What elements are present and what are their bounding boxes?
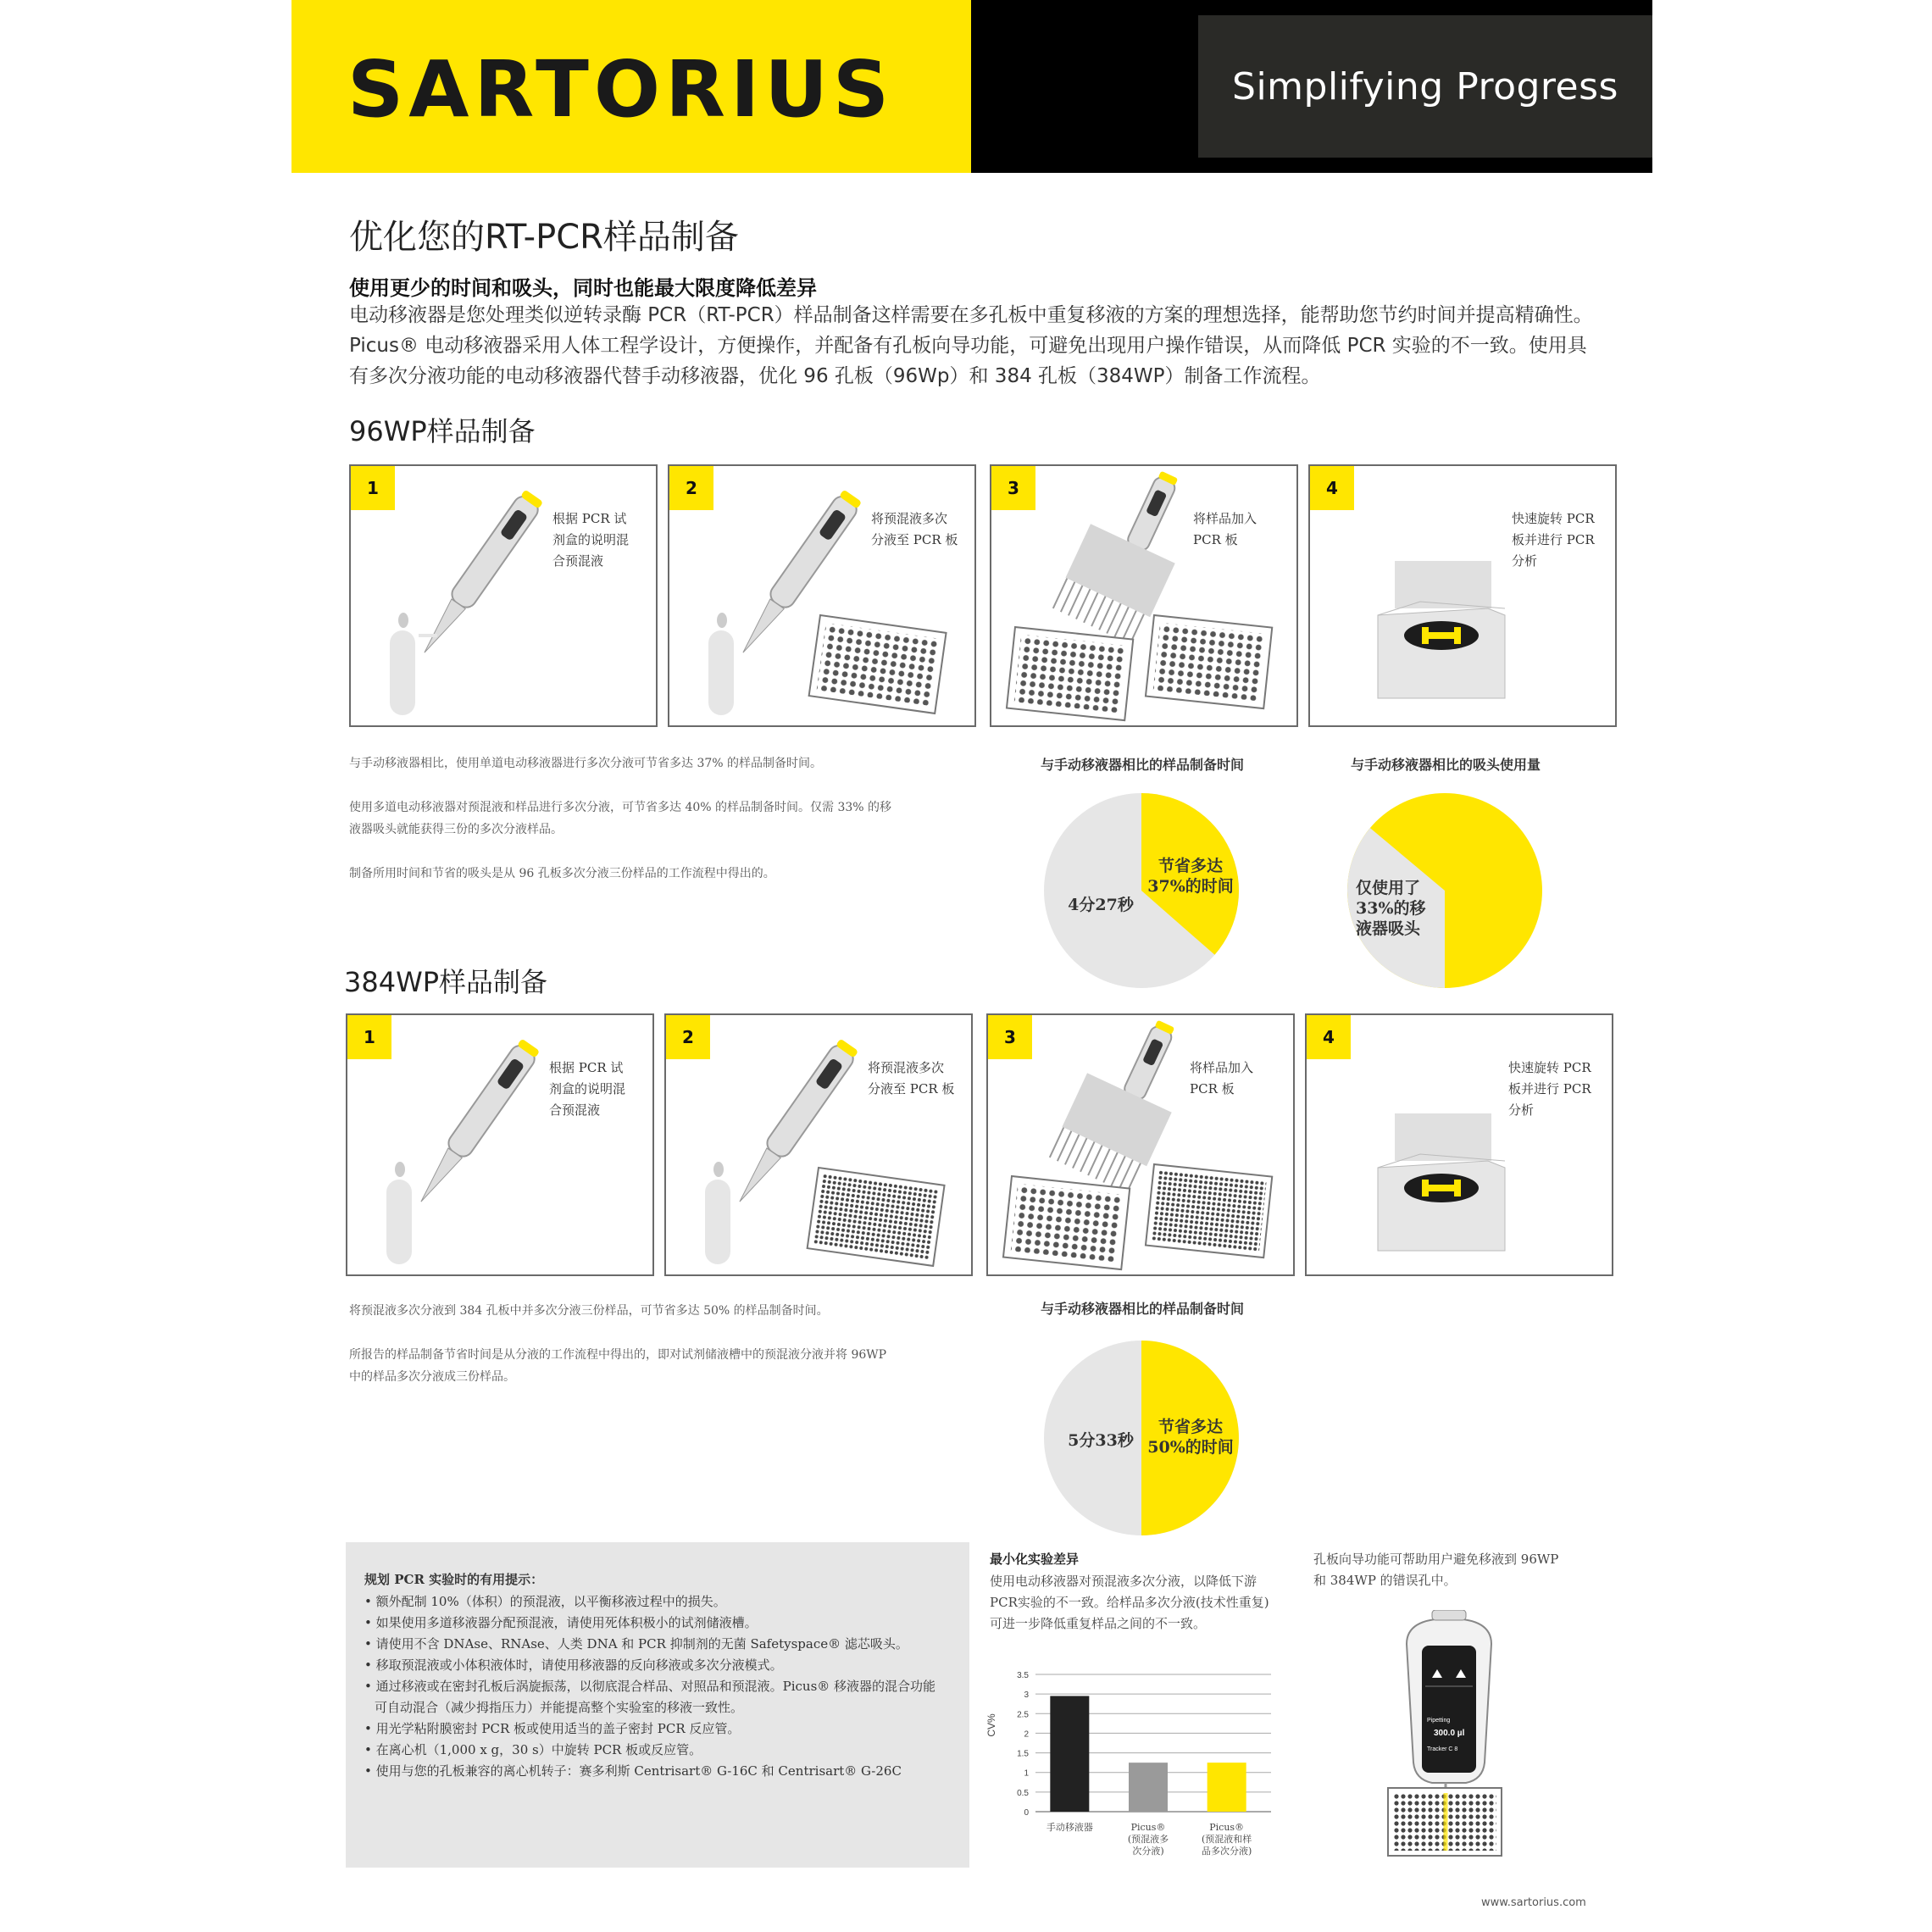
tip-item: • 额外配制 10%（体积）的预混液，以平衡移液过程中的损失。 bbox=[364, 1594, 726, 1609]
step-number: 2 bbox=[669, 466, 713, 510]
caption-line: PCR 板 bbox=[1193, 532, 1238, 547]
caption-line: 分液至 PCR 板 bbox=[871, 532, 958, 547]
step-panel-96-2 bbox=[668, 464, 976, 727]
step-caption bbox=[552, 508, 646, 572]
pie-tips-96-title: 与手动移液器相比的吸头使用量 bbox=[1351, 757, 1541, 773]
chart-y-tick-label: 2.5 bbox=[1017, 1710, 1029, 1720]
caption-line: 根据 PCR 试 bbox=[549, 1060, 624, 1075]
pipette-tube-illustration bbox=[347, 1015, 652, 1274]
label-line: 33%的移 bbox=[1356, 899, 1426, 918]
sartorius-logo[interactable]: SARTORIUS bbox=[347, 44, 895, 135]
text-line: 使用电动移液器对预混液多次分液，以降低下游 bbox=[990, 1574, 1257, 1589]
caption-line: 将样品加入 bbox=[1193, 511, 1257, 526]
tip-item: • 移取预混液或小体积液体时，请使用移液器的反向移液或多次分液模式。 bbox=[364, 1657, 783, 1673]
centrifuge-illustration bbox=[1310, 466, 1615, 725]
pie-time-384-yellow-label bbox=[1144, 1417, 1237, 1457]
step-caption bbox=[868, 1058, 961, 1100]
pipette-tube-illustration bbox=[351, 466, 656, 725]
chart-y-tick-label: 0 bbox=[1024, 1808, 1029, 1818]
tip-item: • 通过移液或在密封孔板后涡旋振荡，以彻底混合样品、对照品和预混液。Picus® 移液器的混合功能 bbox=[364, 1679, 936, 1694]
tip-item: • 用光学粘附膜密封 PCR 板或使用适当的盖子密封 PCR 反应管。 bbox=[364, 1721, 741, 1736]
chart-x-tick-label: (预混液多 bbox=[1127, 1834, 1169, 1845]
step-panel-96-3 bbox=[990, 464, 1298, 727]
intro-line-3: 有多次分液功能的电动移液器代替手动移液器，优化 96 孔板（96Wp）和 384 孔板（384WP）制备工作流程。 bbox=[349, 365, 1321, 387]
pie-tips-96-gray-label bbox=[1356, 878, 1441, 939]
section-384-title: 384WP样品制备 bbox=[344, 966, 548, 998]
caption-line: 快速旋转 PCR bbox=[1512, 511, 1595, 526]
chart-bar bbox=[1129, 1763, 1168, 1812]
label-line: 37%的时间 bbox=[1147, 877, 1234, 896]
label-line: 仅使用了 bbox=[1356, 879, 1421, 897]
pipette-plate-guide-illustration bbox=[1373, 1610, 1525, 1864]
variance-text bbox=[990, 1571, 1303, 1635]
text-line: PCR实验的不一致。给样品多次分液(技术性重复) bbox=[990, 1595, 1269, 1610]
step-number: 4 bbox=[1310, 466, 1354, 510]
chart-bar bbox=[1208, 1763, 1246, 1812]
page-subtitle: 使用更少的时间和吸头，同时也能最大限度降低差异 bbox=[349, 275, 817, 300]
caption-line: 将预混液多次 bbox=[871, 511, 948, 526]
step-panel-384-1 bbox=[346, 1013, 654, 1276]
centrifuge-illustration bbox=[1307, 1015, 1612, 1274]
page-title: 优化您的RT-PCR样品制备 bbox=[349, 218, 739, 257]
step-caption bbox=[871, 508, 964, 551]
step-number: 1 bbox=[351, 466, 395, 510]
caption-line: 合预混液 bbox=[552, 553, 604, 569]
step-caption bbox=[1512, 508, 1605, 572]
caption-line: 板并进行 PCR bbox=[1512, 532, 1595, 547]
caption-line: PCR 板 bbox=[1190, 1081, 1235, 1096]
tagline: Simplifying Progress bbox=[1232, 64, 1618, 108]
caption-line: 快速旋转 PCR bbox=[1508, 1060, 1591, 1075]
caption-line: 分液至 PCR 板 bbox=[868, 1081, 955, 1096]
variance-title: 最小化实验差异 bbox=[990, 1552, 1080, 1567]
note-384-2: 所报告的样品制备节省时间是从分液的工作流程中得出的，即对试剂储液槽中的预混液分液并将 96WP bbox=[349, 1348, 887, 1362]
caption-line: 合预混液 bbox=[549, 1102, 601, 1118]
pie-time-96-gray-label: 4分27秒 bbox=[1068, 896, 1134, 914]
chart-y-tick-label: 3.5 bbox=[1017, 1671, 1029, 1680]
pie-time-384-title: 与手动移液器相比的样品制备时间 bbox=[1041, 1301, 1245, 1317]
intro-line-1: 电动移液器是您处理类似逆转录酶 PCR（RT-PCR）样品制备这样需要在多孔板中重复移液的方案的理想选择，能帮助您节约时间并提高精确性。 bbox=[349, 304, 1593, 326]
chart-y-tick-label: 2 bbox=[1024, 1729, 1029, 1740]
tips-list bbox=[364, 1591, 958, 1782]
note-384-3: 中的样品多次分液成三份样品。 bbox=[349, 1370, 515, 1384]
intro-line-2: Picus® 电动移液器采用人体工程学设计，方便操作，并配备有孔板向导功能，可避免出现用户操作错误，从而降低 PCR 实验的不一致。使用具 bbox=[349, 335, 1587, 357]
footer-url[interactable]: www.sartorius.com bbox=[1481, 1896, 1586, 1909]
note-96-2: 使用多道电动移液器对预混液和样品进行多次分液，可节省多达 40% 的样品制备时间。仅需 33% 的移 bbox=[349, 801, 892, 814]
chart-y-axis-label: CV% bbox=[985, 1713, 997, 1737]
step-panel-384-2 bbox=[664, 1013, 973, 1276]
caption-line: 将样品加入 bbox=[1190, 1060, 1254, 1075]
tip-item: • 使用与您的孔板兼容的离心机转子：赛多利斯 Centrisart® G-16C 和 Centrisart® G-26C bbox=[364, 1763, 902, 1779]
screen-line: Pipetting bbox=[1427, 1718, 1451, 1724]
chart-bar bbox=[1050, 1696, 1089, 1812]
pipette-plate-illustration bbox=[666, 1015, 971, 1274]
note-96-3: 液器吸头就能获得三份的多次分液样品。 bbox=[349, 823, 563, 836]
text-line: 孔板向导功能可帮助用户避免移液到 96WP bbox=[1313, 1552, 1559, 1567]
caption-line: 板并进行 PCR bbox=[1508, 1081, 1591, 1096]
caption-line: 将预混液多次 bbox=[868, 1060, 945, 1075]
step-caption bbox=[1508, 1058, 1602, 1121]
pie-time-96-title: 与手动移液器相比的样品制备时间 bbox=[1041, 757, 1245, 773]
label-line: 节省多达 bbox=[1158, 857, 1223, 875]
step-number: 1 bbox=[347, 1015, 391, 1059]
step-caption bbox=[1190, 1058, 1283, 1100]
text-line: 可进一步降低重复样品之间的不一致。 bbox=[990, 1616, 1207, 1631]
chart-y-tick-label: 1 bbox=[1024, 1768, 1029, 1779]
tip-item: • 如果使用多道移液器分配预混液，请使用死体积极小的试剂储液槽。 bbox=[364, 1615, 758, 1630]
chart-y-tick-label: 3 bbox=[1024, 1690, 1029, 1701]
tip-item: 可自动混合（减少拇指压力）并能提高整个实验室的移液一致性。 bbox=[375, 1700, 744, 1715]
screen-line: 300.0 µl bbox=[1434, 1729, 1465, 1738]
chart-x-tick-label: Picus® bbox=[1209, 1822, 1245, 1833]
caption-line: 剂盒的说明混 bbox=[552, 532, 630, 547]
tip-item: • 在离心机（1,000 x g，30 s）中旋转 PCR 板或反应管。 bbox=[364, 1742, 702, 1757]
step-panel-96-4 bbox=[1308, 464, 1617, 727]
caption-line: 剂盒的说明混 bbox=[549, 1081, 626, 1096]
guide-text bbox=[1313, 1549, 1593, 1591]
note-96-4: 制备所用时间和节省的吸头是从 96 孔板多次分液三份样品的工作流程中得出的。 bbox=[349, 867, 775, 880]
note-384-1: 将预混液多次分液到 384 孔板中并多次分液三份样品，可节省多达 50% 的样品制备时间。 bbox=[349, 1304, 829, 1318]
step-number: 2 bbox=[666, 1015, 710, 1059]
chart-x-tick-label: 手动移液器 bbox=[1046, 1822, 1093, 1833]
chart-x-tick-label: Picus® bbox=[1130, 1822, 1166, 1833]
tips-title: 规划 PCR 实验时的有用提示： bbox=[364, 1572, 544, 1587]
note-96-1: 与手动移液器相比，使用单道电动移液器进行多次分液可节省多达 37% 的样品制备时间。 bbox=[349, 757, 823, 770]
chart-y-tick-label: 0.5 bbox=[1017, 1788, 1029, 1798]
caption-line: 根据 PCR 试 bbox=[552, 511, 627, 526]
pipette-plate-illustration bbox=[669, 466, 974, 725]
section-96-title: 96WP样品制备 bbox=[349, 415, 536, 447]
step-caption bbox=[1193, 508, 1286, 551]
chart-y-tick-label: 1.5 bbox=[1017, 1749, 1029, 1759]
chart-x-tick-label: 次分液) bbox=[1132, 1846, 1164, 1857]
screen-line: Tracker C 8 bbox=[1427, 1746, 1458, 1752]
step-number: 3 bbox=[988, 1015, 1032, 1059]
pie-time-96-yellow-label bbox=[1144, 856, 1237, 897]
step-panel-384-4 bbox=[1305, 1013, 1613, 1276]
label-line: 液器吸头 bbox=[1356, 919, 1421, 938]
text-line: 和 384WP 的错误孔中。 bbox=[1313, 1573, 1457, 1588]
multichannel-pipette-illustration bbox=[991, 466, 1296, 725]
caption-line: 分析 bbox=[1512, 553, 1538, 569]
label-line: 节省多达 bbox=[1158, 1418, 1223, 1436]
step-caption bbox=[549, 1058, 642, 1121]
step-number: 4 bbox=[1307, 1015, 1351, 1059]
chart-x-tick-label: (预混液和样 bbox=[1202, 1834, 1252, 1845]
caption-line: 分析 bbox=[1508, 1102, 1535, 1118]
step-panel-384-3 bbox=[986, 1013, 1295, 1276]
tip-item: • 请使用不含 DNAse、RNAse、人类 DNA 和 PCR 抑制剂的无菌 Safetyspace® 滤芯吸头。 bbox=[364, 1636, 908, 1652]
label-line: 50%的时间 bbox=[1147, 1438, 1234, 1457]
chart-x-tick-label: 品多次分液) bbox=[1202, 1846, 1252, 1857]
pie-time-384-gray-label: 5分33秒 bbox=[1068, 1431, 1134, 1450]
step-number: 3 bbox=[991, 466, 1035, 510]
step-panel-96-1 bbox=[349, 464, 658, 727]
multichannel-pipette-illustration bbox=[988, 1015, 1293, 1274]
cv-bar-chart bbox=[983, 1657, 1288, 1869]
